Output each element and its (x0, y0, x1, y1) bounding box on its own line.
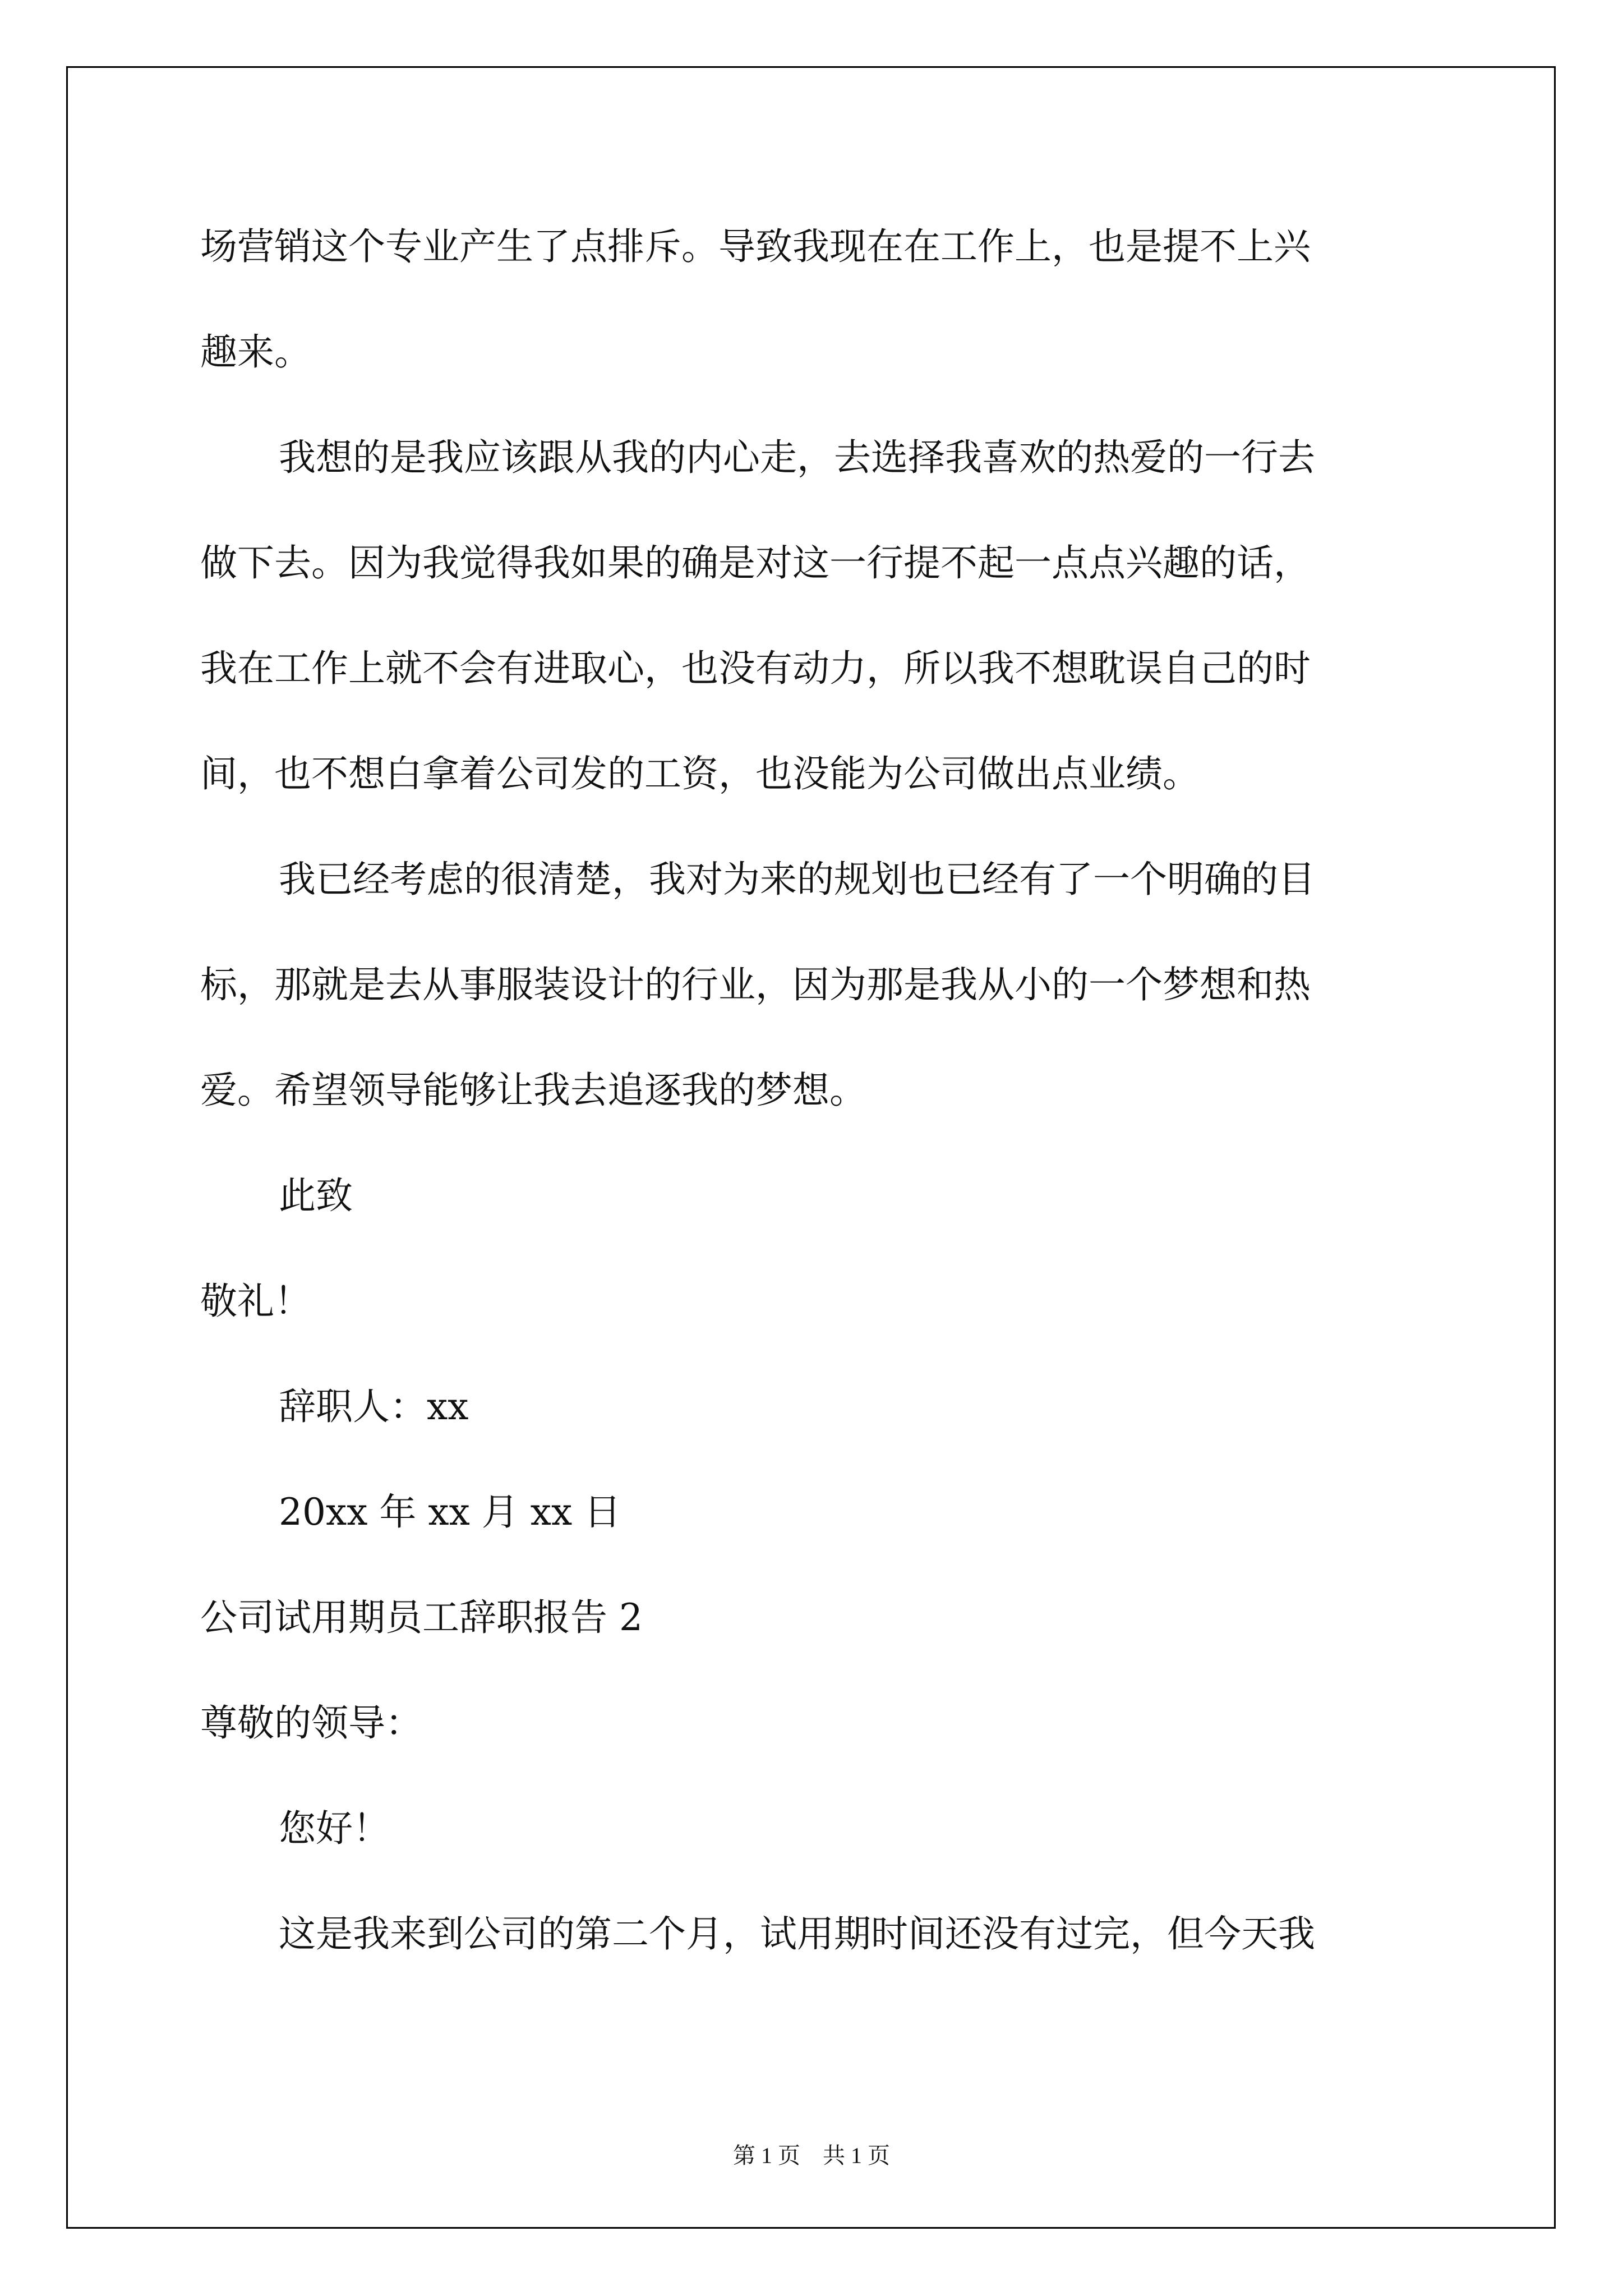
letter-greeting: 您好！ (279, 1807, 390, 1850)
body-line-5: 我在工作上就不会有进取心，也没有动力，所以我不想耽误自己的时 (200, 647, 1311, 690)
body-line-10: 这是我来到公司的第二个月，试用期时间还没有过完，但今天我 (279, 1912, 1315, 1955)
signature-date: 20xx 年 xx 月 xx 日 (279, 1490, 621, 1534)
body-line-8: 标，那就是去从事服装设计的行业，因为那是我从小的一个梦想和热 (200, 963, 1311, 1006)
section-title: 公司试用期员工辞职报告 2 (200, 1596, 643, 1639)
page-footer: 第 1 页 共 1 页 (733, 2143, 890, 2168)
body-line-9: 爱。希望领导能够让我去追逐我的梦想。 (200, 1069, 866, 1112)
closing-salutation: 此致 (279, 1174, 353, 1217)
page-border (66, 66, 1556, 2229)
body-line-2: 趣来。 (200, 330, 311, 374)
closing-regards: 敬礼！ (200, 1280, 311, 1323)
body-line-7: 我已经考虑的很清楚，我对为来的规划也已经有了一个明确的目 (279, 858, 1315, 901)
letter-salutation: 尊敬的领导： (200, 1701, 422, 1745)
signature-name: 辞职人：xx (279, 1385, 469, 1428)
body-line-6: 间，也不想白拿着公司发的工资，也没能为公司做出点业绩。 (200, 752, 1200, 795)
body-line-1: 场营销这个专业产生了点排斥。导致我现在在工作上，也是提不上兴 (200, 225, 1311, 268)
body-line-3: 我想的是我应该跟从我的内心走，去选择我喜欢的热爱的一行去 (279, 436, 1315, 479)
body-line-4: 做下去。因为我觉得我如果的确是对这一行提不起一点点兴趣的话， (200, 541, 1311, 585)
